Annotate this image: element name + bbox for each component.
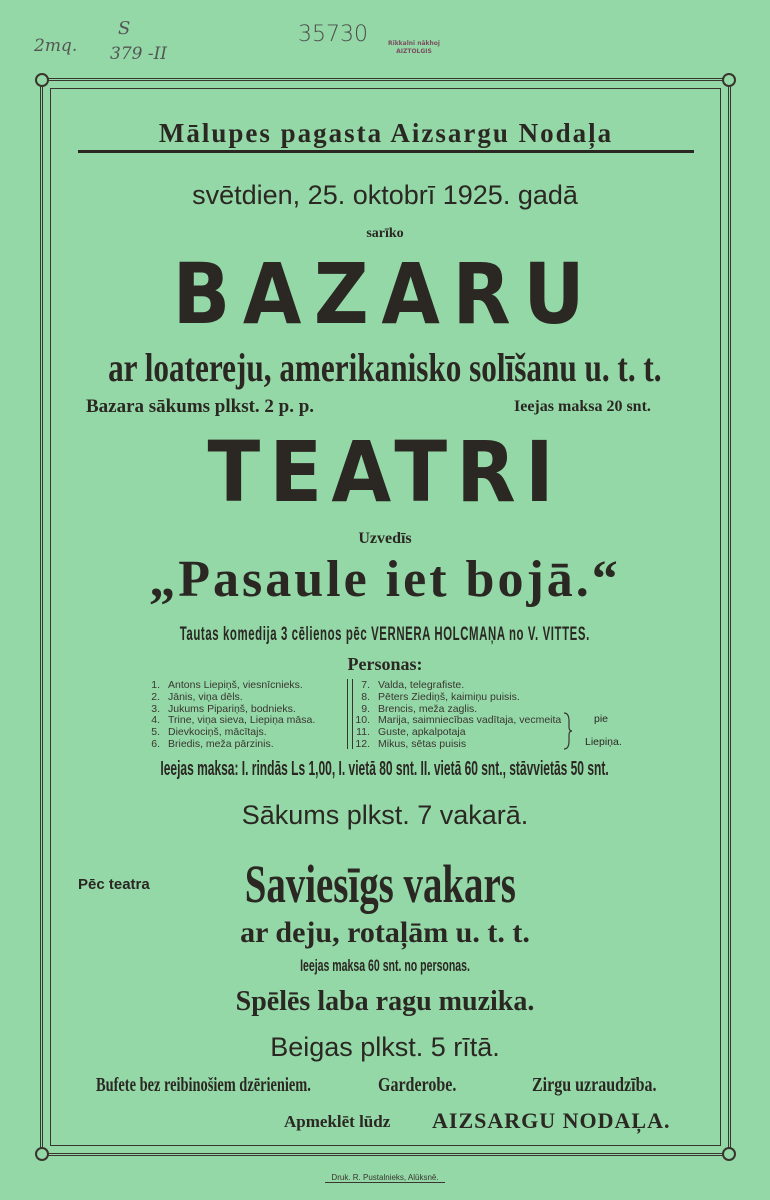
archive-note-s: S (118, 18, 131, 39)
corner-ornament-icon (35, 1147, 49, 1161)
bazaar-title-text: BAZARU (172, 245, 598, 343)
end-time: Beigas plkst. 5 rītā. (270, 1032, 500, 1062)
evening-title (150, 852, 610, 916)
organizes-word: sarīko (366, 226, 404, 241)
cast-bracket-note-bottom: Liepiņa. (585, 736, 622, 748)
bazaar-start-time: Bazara sākums plkst. 2 p. p. (86, 396, 315, 417)
cast-role: Marija, saimniecības vadītaja, vecmeita (378, 714, 562, 727)
cast-role: Mikus, sētas puisis (378, 737, 467, 750)
theatre-title (0, 424, 770, 520)
cast-number: 7. (361, 679, 370, 691)
evening-entry-fee (0, 956, 770, 976)
archive-stamp-line2: AIZTOLGIS (396, 48, 432, 55)
cast-number: 12. (355, 737, 370, 750)
bazaar-title (0, 246, 770, 342)
evening-features: ar deju, rotaļām u. t. t. (240, 916, 530, 949)
stages-word: Uzvedīs (358, 530, 412, 547)
cast-number: 5. (151, 726, 160, 739)
invite-organizer: AIZSARGU NODAĻA. (432, 1108, 671, 1133)
cast-list-right (348, 680, 561, 751)
cast-role: Pēters Ziediņš, kaimiņu puisis. (378, 690, 520, 703)
cast-role: Antons Liepiņš, viesnīcnieks. (168, 679, 303, 691)
archive-catalog-number: 35730 (298, 22, 368, 47)
theatre-fees-text: Ieejas maksa: I. rindās Ls 1,00, I. vietā 80 snt. II. vietā 60 snt., stāvvietās 50 snt. (160, 758, 610, 780)
cast-number: 3. (151, 702, 160, 715)
bazaar-entry-fee: Ieejas maksa 20 snt. (514, 398, 651, 415)
cloakroom-note (378, 1074, 476, 1097)
horse-care-note (532, 1074, 688, 1097)
buffet-note-text: Bufete bez reibinošiem dzērieniem. (96, 1074, 311, 1096)
cast-number: 10. (355, 714, 370, 727)
cast-bracket-note-top: pie (594, 713, 609, 725)
event-date: svētdien, 25. oktobrī 1925. gadā (192, 180, 578, 210)
printer-credit-text: Druk. R. Pustalnieks, Alūksnē. (325, 1173, 444, 1183)
cast-number: 4. (151, 714, 160, 727)
play-subtitle-text: Tautas komedija 3 cēlienos pēc VERNERA HOLCMAŅA no V. VITTES. (179, 624, 591, 645)
theatre-start-time: Sākums plkst. 7 vakarā. (241, 800, 529, 830)
cast-number: 9. (361, 702, 370, 715)
cast-role: Trine, viņa sieva, Liepiņa māsa. (168, 714, 316, 727)
cast-number: 8. (361, 690, 370, 703)
corner-ornament-icon (722, 73, 736, 87)
archive-stamp-line1: Rīkkalni nākhoj (388, 40, 440, 47)
cast-heading: Personas: (347, 654, 423, 674)
cast-role: Jānis, viņa dēls. (168, 690, 243, 703)
cast-list-left (138, 680, 315, 751)
organizer-title: Mālupes pagasta Aizsargu Nodaļa (78, 118, 694, 153)
cast-role: Valda, telegrafiste. (378, 679, 465, 691)
cast-number: 11. (356, 726, 370, 739)
cast-number: 1. (151, 679, 160, 691)
archive-note-left: 2mq. (34, 36, 78, 56)
cloakroom-note-text: Garderobe. (378, 1074, 457, 1096)
cast-role: Brencis, meža zaglis. (378, 702, 478, 715)
theatre-title-text: TEATRI (207, 423, 563, 521)
music-note: Spēlēs laba ragu muzika. (235, 986, 535, 1017)
corner-ornament-icon (35, 73, 49, 87)
bazaar-features (0, 346, 770, 390)
after-theatre-label: Pēc teatra (78, 876, 150, 893)
printer-credit (0, 1173, 770, 1182)
theatre-fees (0, 758, 770, 781)
cast-bracket-icon (563, 712, 573, 750)
cast-number: 2. (151, 690, 160, 703)
cast-role: Jukums Pipariņš, bodnieks. (168, 702, 296, 715)
invite-text: Apmeklēt lūdz (284, 1112, 391, 1131)
horse-care-note-text: Zirgu uzraudzība. (532, 1074, 657, 1096)
list-item (138, 739, 315, 751)
archive-stamp (382, 40, 446, 56)
play-subtitle (0, 624, 770, 646)
cast-role: Guste, apkalpotaja (378, 726, 466, 739)
archive-note-number: 379 -II (110, 44, 168, 64)
list-item (348, 739, 561, 751)
bazaar-features-text: ar loatereju, amerikanisko solīšanu u. t. t. (108, 345, 662, 390)
evening-entry-fee-text: Ieejas maksa 60 snt. no personas. (300, 956, 470, 975)
buffet-note (96, 1074, 326, 1097)
corner-ornament-icon (722, 1147, 736, 1161)
evening-title-text: Saviesīgs vakars (244, 854, 516, 914)
cast-role: Dievkociņš, mācītajs. (168, 726, 267, 739)
cast-number: 6. (151, 737, 160, 750)
cast-role: Briedis, meža pārzinis. (168, 737, 274, 750)
play-title: „Pasaule iet bojā.“ (149, 551, 621, 608)
